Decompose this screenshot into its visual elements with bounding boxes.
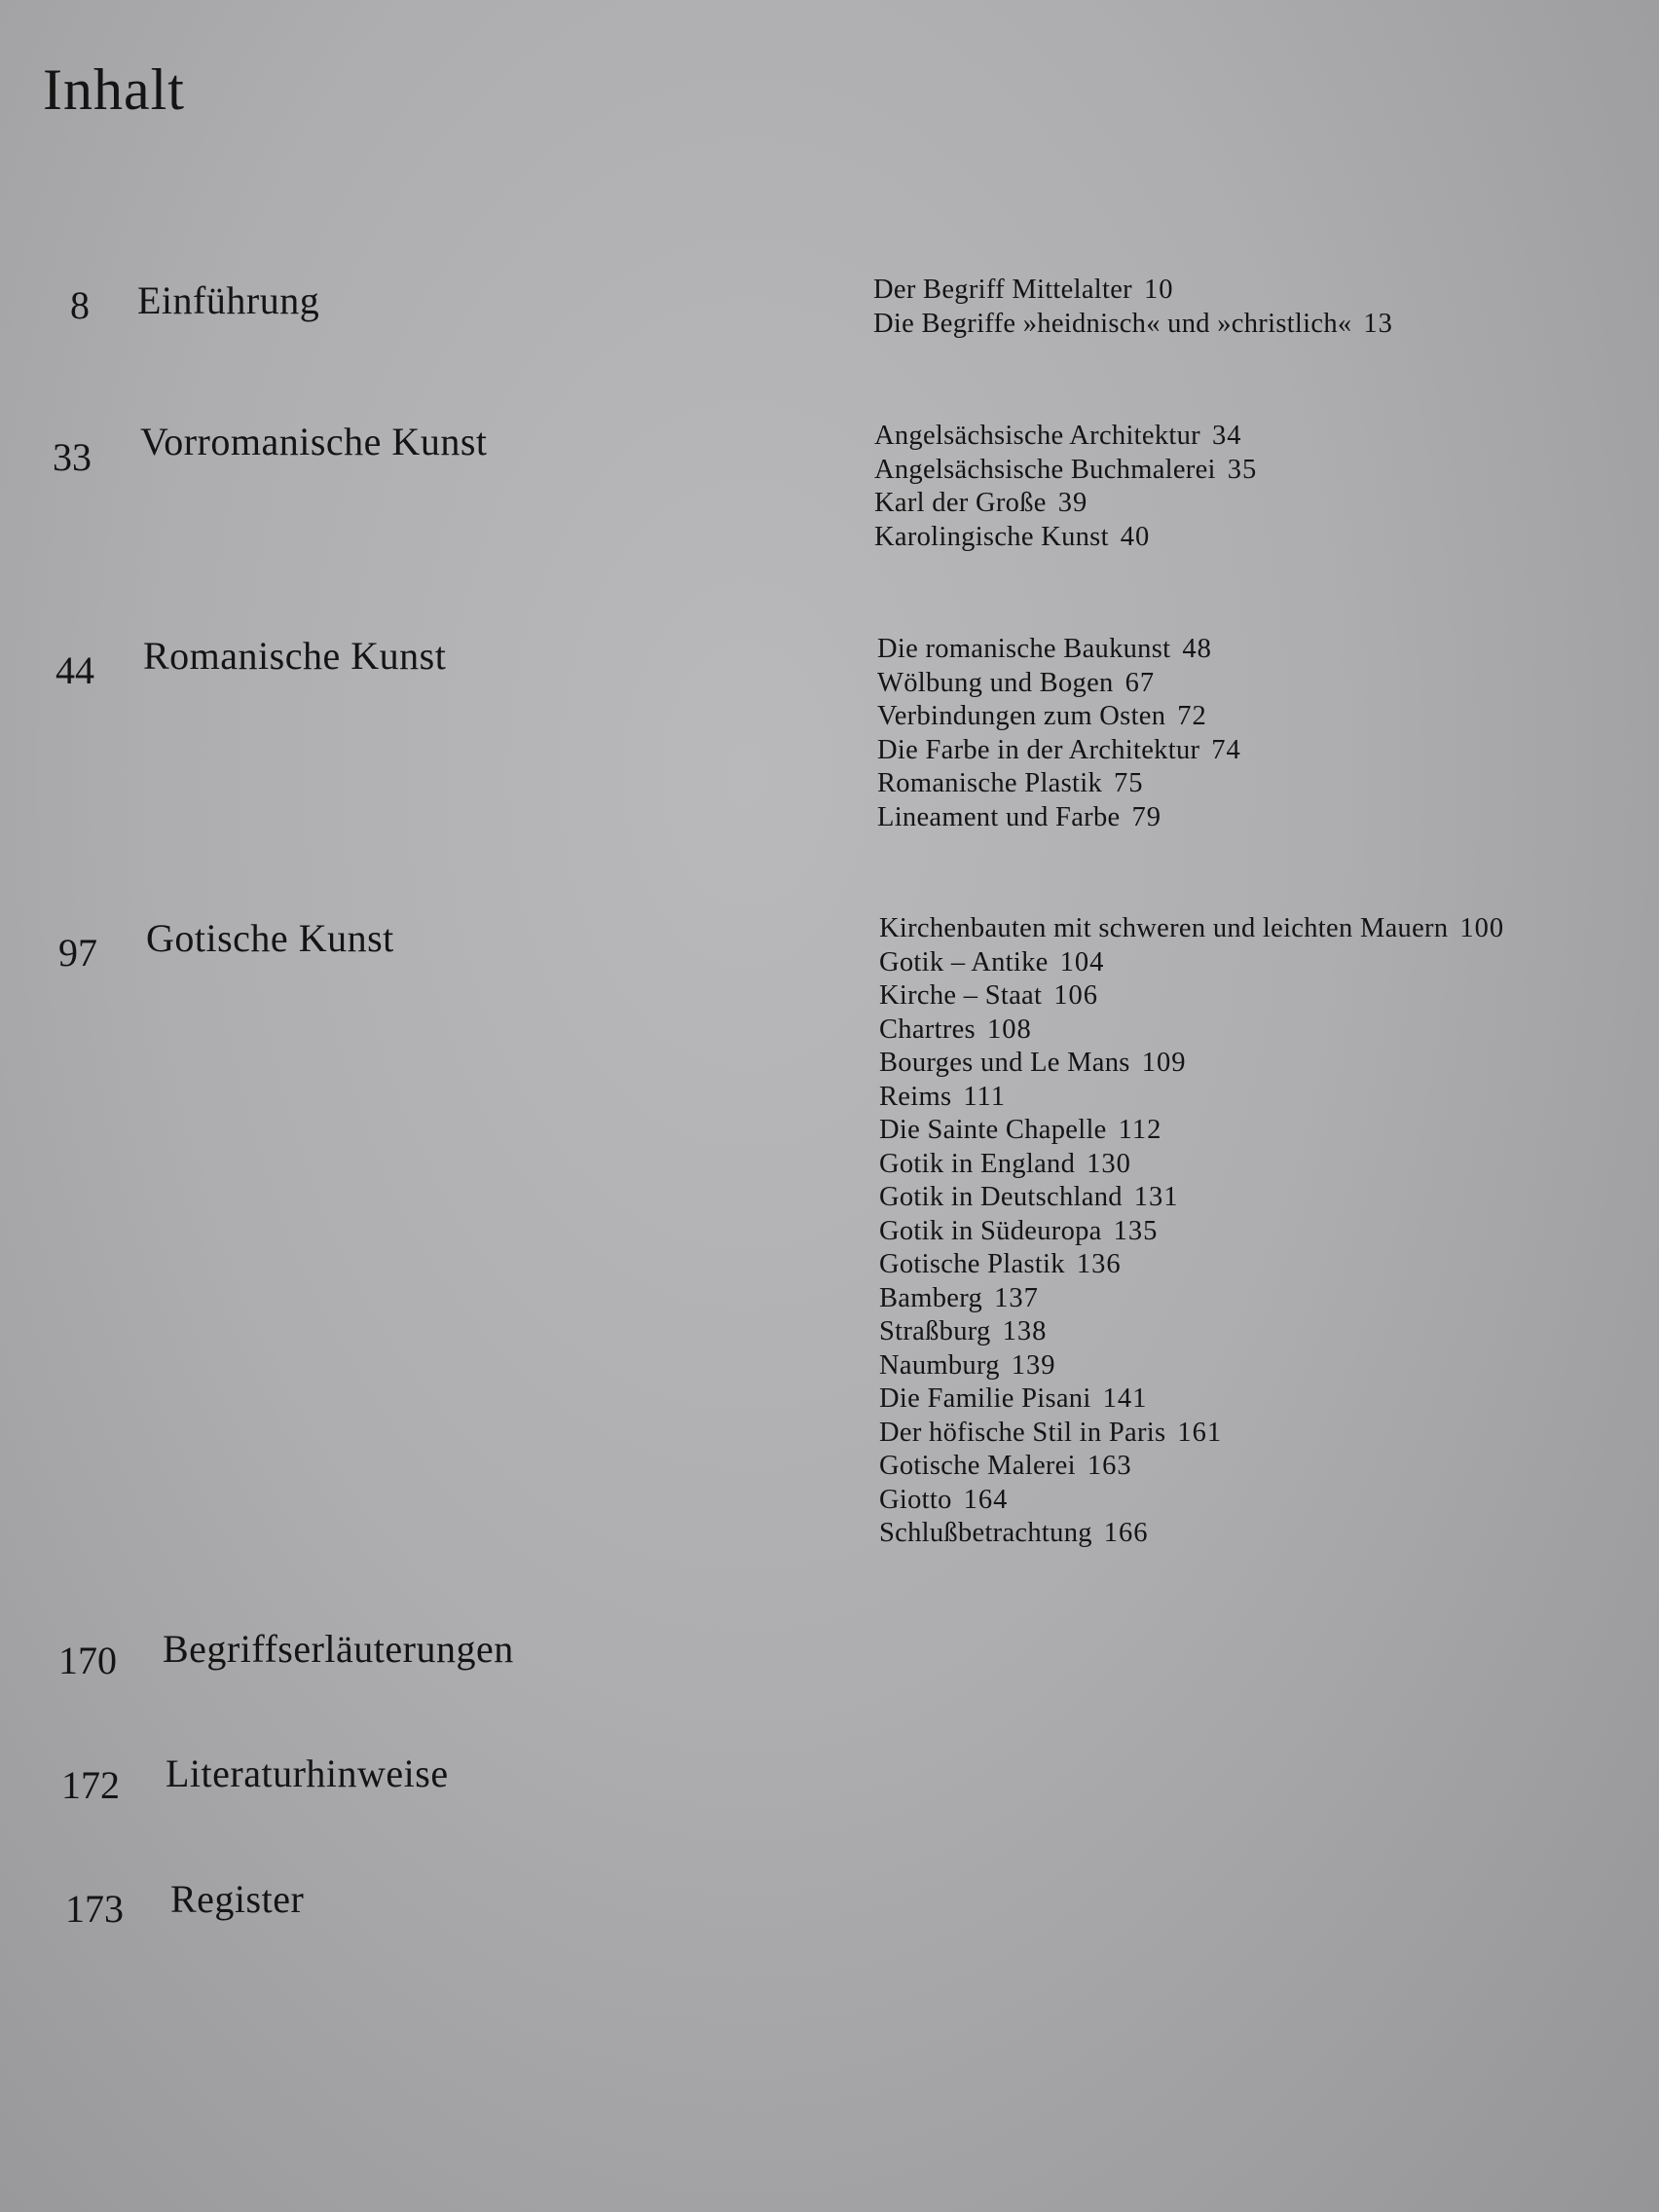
- subsection-page: 40: [1120, 521, 1151, 552]
- subsection-page: 48: [1182, 634, 1212, 664]
- subsection-item: [877, 700, 1241, 734]
- subsection-title: Gotische Plastik: [879, 1249, 1065, 1279]
- subsection-item: [879, 1248, 1504, 1282]
- subsection-page: 34: [1211, 421, 1242, 451]
- subsection-item: [879, 1148, 1504, 1182]
- subsection-item: [879, 1181, 1504, 1215]
- chapter-title: Einführung: [137, 278, 320, 322]
- subsection-title: Die Farbe in der Architektur: [877, 734, 1200, 765]
- chapter-page-number: 172: [61, 1763, 120, 1807]
- subsection-title: Gotik – Antike: [879, 946, 1049, 977]
- subsection-item: [874, 521, 1257, 555]
- subsection-list: [877, 633, 1241, 834]
- subsection-title: Der höfische Stil in Paris: [879, 1417, 1166, 1448]
- subsection-item: [879, 1517, 1504, 1551]
- subsection-item: [879, 1047, 1504, 1081]
- chapter-title: Gotische Kunst: [146, 916, 394, 960]
- subsection-title: Romanische Plastik: [877, 768, 1103, 798]
- subsection-item: [873, 308, 1393, 342]
- subsection-title: Die Familie Pisani: [879, 1383, 1091, 1414]
- subsection-item: [879, 912, 1504, 946]
- chapter-title: Romanische Kunst: [143, 634, 447, 678]
- subsection-item: [879, 1382, 1504, 1417]
- subsection-title: Straßburg: [879, 1316, 991, 1346]
- subsection-page: 137: [994, 1282, 1039, 1313]
- subsection-list: [873, 274, 1393, 341]
- subsection-item: [873, 274, 1393, 308]
- subsection-title: Chartres: [879, 1014, 976, 1045]
- subsection-item: [879, 1215, 1504, 1249]
- subsection-item: [877, 667, 1241, 701]
- subsection-title: Reims: [879, 1081, 952, 1112]
- chapter-page-number: 170: [58, 1639, 117, 1682]
- chapter-page-number: 173: [65, 1887, 124, 1931]
- subsection-item: [874, 487, 1257, 521]
- subsection-list: [874, 420, 1257, 554]
- subsection-item: [879, 1417, 1504, 1451]
- subsection-page: 79: [1131, 801, 1161, 832]
- subsection-title: Gotik in Südeuropa: [879, 1215, 1102, 1246]
- subsection-page: 112: [1118, 1115, 1162, 1145]
- subsection-title: Bamberg: [879, 1282, 983, 1313]
- subsection-item: [879, 1282, 1504, 1316]
- subsection-title: Die romanische Baukunst: [877, 634, 1171, 664]
- subsection-page: 104: [1059, 946, 1105, 977]
- subsection-title: Bourges und Le Mans: [879, 1048, 1130, 1078]
- chapter-title: Vorromanische Kunst: [140, 420, 488, 463]
- chapter-title: Register: [170, 1877, 305, 1921]
- subsection-item: [874, 454, 1257, 488]
- subsection-page: 10: [1143, 275, 1174, 305]
- subsection-item: [879, 1014, 1504, 1048]
- subsection-page: 111: [963, 1081, 1006, 1112]
- subsection-page: 13: [1363, 308, 1393, 339]
- subsection-page: 109: [1141, 1048, 1187, 1078]
- subsection-title: Die Begriffe »heidnisch« und »christlich«: [873, 308, 1352, 339]
- subsection-title: Wölbung und Bogen: [877, 667, 1114, 698]
- subsection-item: [879, 1450, 1504, 1484]
- page-title: Inhalt: [43, 57, 185, 122]
- subsection-title: Karolingische Kunst: [874, 521, 1109, 552]
- subsection-title: Kirchenbauten mit schweren und leichten Mauern: [879, 913, 1449, 943]
- subsection-item: [879, 946, 1504, 980]
- subsection-title: Gotik in England: [879, 1148, 1076, 1179]
- subsection-page: 106: [1053, 980, 1098, 1011]
- subsection-page: 163: [1087, 1451, 1132, 1481]
- subsection-title: Karl der Große: [874, 488, 1047, 518]
- subsection-page: 100: [1459, 913, 1505, 943]
- subsection-item: [877, 767, 1241, 801]
- subsection-page: 75: [1114, 768, 1144, 798]
- subsection-title: Giotto: [879, 1484, 952, 1515]
- subsection-title: Gotische Malerei: [879, 1451, 1076, 1481]
- chapter-title: Literaturhinweise: [166, 1751, 449, 1795]
- subsection-page: 108: [986, 1014, 1032, 1045]
- subsection-item: [879, 979, 1504, 1014]
- subsection-item: [877, 801, 1241, 835]
- subsection-page: 164: [963, 1484, 1009, 1515]
- subsection-page: 35: [1227, 454, 1258, 485]
- subsection-title: Angelsächsische Architektur: [874, 421, 1200, 451]
- subsection-title: Angelsächsische Buchmalerei: [874, 454, 1216, 485]
- subsection-item: [879, 1484, 1504, 1518]
- subsection-item: [877, 734, 1241, 768]
- subsection-page: 161: [1177, 1417, 1223, 1448]
- subsection-title: Gotik in Deutschland: [879, 1182, 1123, 1212]
- chapter-title: Begriffserläuterungen: [163, 1627, 514, 1671]
- subsection-title: Kirche – Staat: [879, 980, 1043, 1011]
- chapter-page-number: 33: [53, 435, 92, 479]
- subsection-item: [879, 1315, 1504, 1349]
- subsection-title: Schlußbetrachtung: [879, 1518, 1092, 1548]
- subsection-item: [877, 633, 1241, 667]
- subsection-page: 136: [1076, 1249, 1122, 1279]
- subsection-title: Die Sainte Chapelle: [879, 1115, 1107, 1145]
- subsection-page: 130: [1087, 1148, 1131, 1179]
- subsection-page: 166: [1103, 1518, 1149, 1548]
- chapter-page-number: 44: [55, 648, 94, 692]
- subsection-title: Verbindungen zum Osten: [877, 701, 1166, 731]
- subsection-page: 39: [1057, 488, 1088, 518]
- subsection-list: [879, 912, 1504, 1551]
- subsection-item: [879, 1114, 1504, 1148]
- subsection-title: Der Begriff Mittelalter: [873, 275, 1132, 305]
- subsection-item: [879, 1081, 1504, 1115]
- subsection-item: [874, 420, 1257, 454]
- subsection-page: 139: [1011, 1349, 1056, 1381]
- subsection-page: 141: [1102, 1383, 1148, 1414]
- subsection-title: Naumburg: [879, 1349, 1000, 1381]
- chapter-page-number: 97: [58, 931, 97, 975]
- subsection-page: 67: [1124, 667, 1156, 698]
- subsection-page: 138: [1002, 1316, 1048, 1346]
- subsection-page: 131: [1133, 1182, 1179, 1212]
- subsection-page: 135: [1113, 1215, 1159, 1246]
- subsection-item: [879, 1349, 1504, 1383]
- subsection-page: 74: [1211, 734, 1241, 765]
- chapter-page-number: 8: [70, 283, 90, 327]
- subsection-page: 72: [1177, 701, 1207, 731]
- subsection-title: Lineament und Farbe: [877, 801, 1121, 832]
